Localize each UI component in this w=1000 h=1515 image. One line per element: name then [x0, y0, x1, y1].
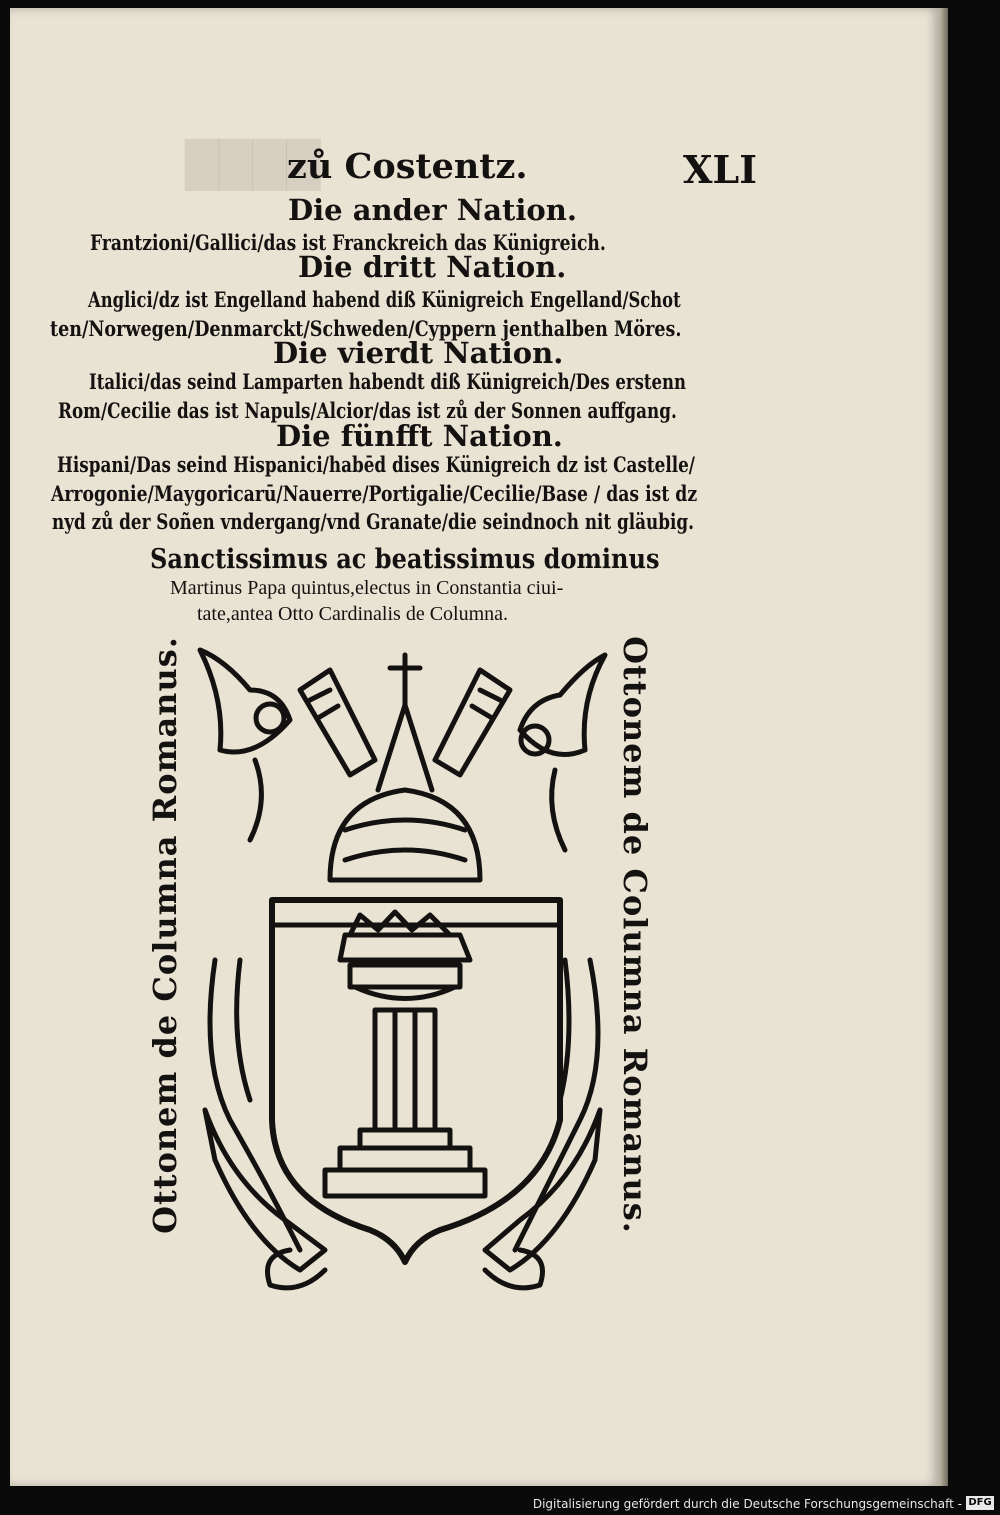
papal-tiara — [330, 790, 480, 880]
mantling-left — [210, 960, 300, 1250]
bird-right — [520, 655, 605, 755]
mantling-right — [515, 960, 598, 1250]
text-line: Italici/das seind Lamparten habendt diß Künigreich/Des erstenn — [89, 369, 686, 394]
nation-heading-5: Die fünfft Nation. — [276, 419, 563, 453]
nation-heading-4: Die vierdt Nation. — [273, 336, 564, 370]
text-line: Hispani/Das seind Hispanici/habēd dises Künigreich dz ist Castelle/ — [57, 452, 695, 477]
bleed-through-mark: ████ — [185, 140, 321, 191]
side-caption-right: Ottonem de Columna Romanus. — [616, 636, 654, 1234]
nation-heading-2: Die ander Nation. — [288, 193, 577, 227]
nation-heading-3: Die dritt Nation. — [298, 250, 567, 284]
text-line: Arrogonie/Maygoricarū/Nauerre/Portigalie/Cecilie/Base / das ist dz — [51, 481, 698, 506]
column-crown — [340, 935, 470, 960]
latin-title: Sanctissimus ac beatissimus dominus — [150, 544, 660, 575]
folio-number: XLI — [683, 147, 757, 192]
text-line: nyd zů der Soñen vndergang/vnd Granate/die seindnoch nit gläubig. — [52, 509, 694, 534]
footer-credit: Digitalisierung gefördert durch die Deutsche Forschungsgemeinschaft - — [532, 1497, 962, 1511]
column-shaft — [375, 1010, 435, 1130]
latin-line: tate,antea Otto Cardinalis de Columna. — [197, 603, 509, 625]
key-right — [435, 670, 510, 775]
text-line: Rom/Cecilie das ist Napuls/Alcior/das ist zů der Sonnen auffgang. — [58, 398, 677, 423]
text-line: ten/Norwegen/Denmarckt/Schweden/Cyppern jenthalben Möres. — [50, 316, 682, 341]
text-line: Frantzioni/Gallici/das ist Franckreich das Künigreich. — [90, 230, 606, 255]
running-head: zů Costentz. — [287, 146, 528, 187]
bird-left — [200, 650, 290, 752]
dfg-logo: DFG — [966, 1496, 994, 1510]
side-caption-left: Ottonem de Columna Romanus. — [146, 636, 184, 1234]
key-left — [300, 670, 375, 775]
latin-line: Martinus Papa quintus,electus in Constantia ciui- — [170, 577, 564, 599]
text-line: Anglici/dz ist Engelland habend diß Künigreich Engelland/Schot — [88, 287, 681, 312]
